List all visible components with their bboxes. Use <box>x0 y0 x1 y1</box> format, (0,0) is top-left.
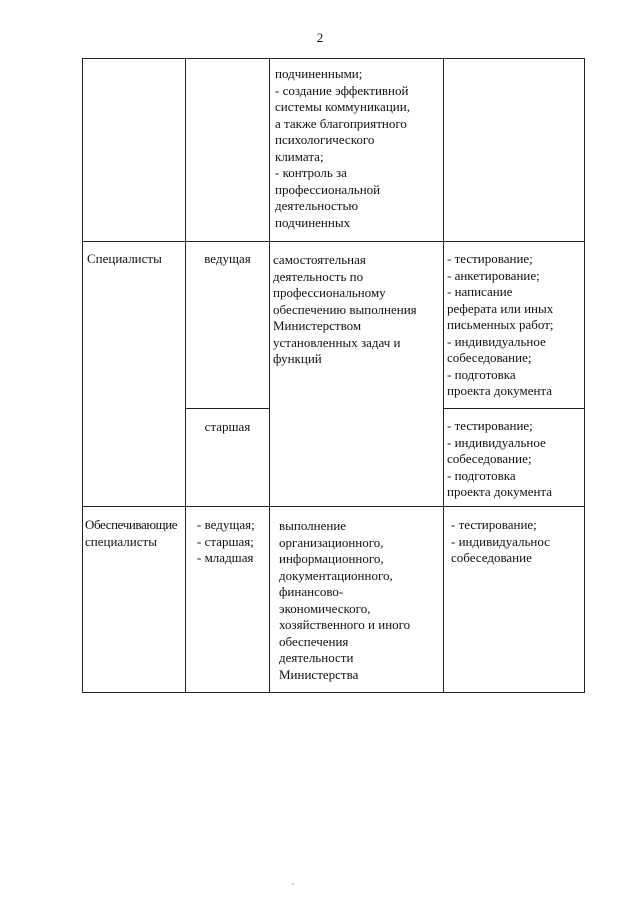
category-label: Специалисты <box>87 251 162 266</box>
duty-line: документационного, <box>279 567 393 583</box>
duty-line: самостоятельная <box>273 252 366 267</box>
group-label: - младшая <box>197 550 254 565</box>
method-line: собеседование <box>451 550 532 565</box>
methods-leading <box>447 251 585 400</box>
duty-line: деятельность по <box>273 268 364 284</box>
method-line: собеседование; <box>447 451 532 466</box>
duty-line: Министерства <box>279 666 359 682</box>
category-specialists <box>87 251 162 268</box>
duty-line: экономического, <box>279 600 371 616</box>
qualification-table <box>82 58 585 693</box>
duty-line: а также благоприятного <box>275 115 407 131</box>
support-methods <box>451 517 585 567</box>
duty-line: хозяйственного и иного <box>279 617 411 632</box>
specialists-duties <box>273 252 441 368</box>
duty-line: - контроль за <box>275 165 347 180</box>
duty-line: деятельностью <box>275 198 359 213</box>
duty-line: системы коммуникации, <box>275 99 410 114</box>
category-support-specialists <box>85 517 185 550</box>
duty-line: обеспечения <box>279 633 349 649</box>
row-divider-sub <box>185 408 269 409</box>
group-label: - ведущая; <box>197 517 255 532</box>
category-label: Обеспечивающие <box>85 517 178 532</box>
support-duties <box>279 518 441 683</box>
method-line: проекта документа <box>447 484 553 499</box>
duty-line: профессиональному <box>273 285 386 300</box>
col-divider-1 <box>185 59 186 693</box>
duty-line: деятельности <box>279 650 354 665</box>
page-number: 2 <box>316 30 324 45</box>
duty-line: обеспечению выполнения <box>273 301 417 317</box>
category-label: специалисты <box>85 533 157 549</box>
duty-line: функций <box>273 351 322 366</box>
method-line: - тестирование; <box>451 517 537 532</box>
row-divider-sub-methods <box>443 408 585 409</box>
method-line: - анкетирование; <box>447 267 540 283</box>
group-leading <box>186 251 269 268</box>
method-line: - индивидуальное <box>447 434 546 450</box>
method-line: - тестирование; <box>447 418 533 433</box>
group-label: старшая <box>204 419 251 434</box>
method-line: - подготовка <box>447 467 516 483</box>
duty-line: информационного, <box>279 551 384 566</box>
group-label: - старшая; <box>197 533 254 549</box>
duty-line: подчиненными; <box>275 66 363 81</box>
duty-line: - создание эффективной <box>275 82 409 98</box>
duty-line: установленных задач и <box>273 334 401 350</box>
group-label: ведущая <box>204 251 251 266</box>
col-divider-3 <box>443 59 444 693</box>
method-line: - написание <box>447 284 513 299</box>
continuation-duties <box>275 66 441 231</box>
row-divider-1 <box>83 241 585 242</box>
method-line: собеседование; <box>447 350 532 365</box>
method-line: - индивидуальнос <box>451 533 550 549</box>
method-line: письменных работ; <box>447 317 554 332</box>
duty-line: выполнение <box>279 518 347 533</box>
duty-line: профессиональной <box>275 181 381 197</box>
method-line: - индивидуальное <box>447 333 546 349</box>
row-divider-2 <box>83 506 585 507</box>
method-line: - подготовка <box>447 366 516 382</box>
group-senior <box>186 419 269 436</box>
method-line: реферата или иных <box>447 300 554 316</box>
duty-line: психологического <box>275 132 375 147</box>
duty-line: финансово- <box>279 584 344 599</box>
col-divider-2 <box>269 59 270 693</box>
method-line: - тестирование; <box>447 251 533 266</box>
duty-line: климата; <box>275 148 324 164</box>
methods-senior <box>447 418 585 501</box>
duty-line: организационного, <box>279 534 384 550</box>
duty-line: Министерством <box>273 318 362 333</box>
scan-speck <box>292 883 294 885</box>
method-line: проекта документа <box>447 383 553 398</box>
duty-line: подчиненных <box>275 214 351 230</box>
support-groups <box>197 517 269 567</box>
